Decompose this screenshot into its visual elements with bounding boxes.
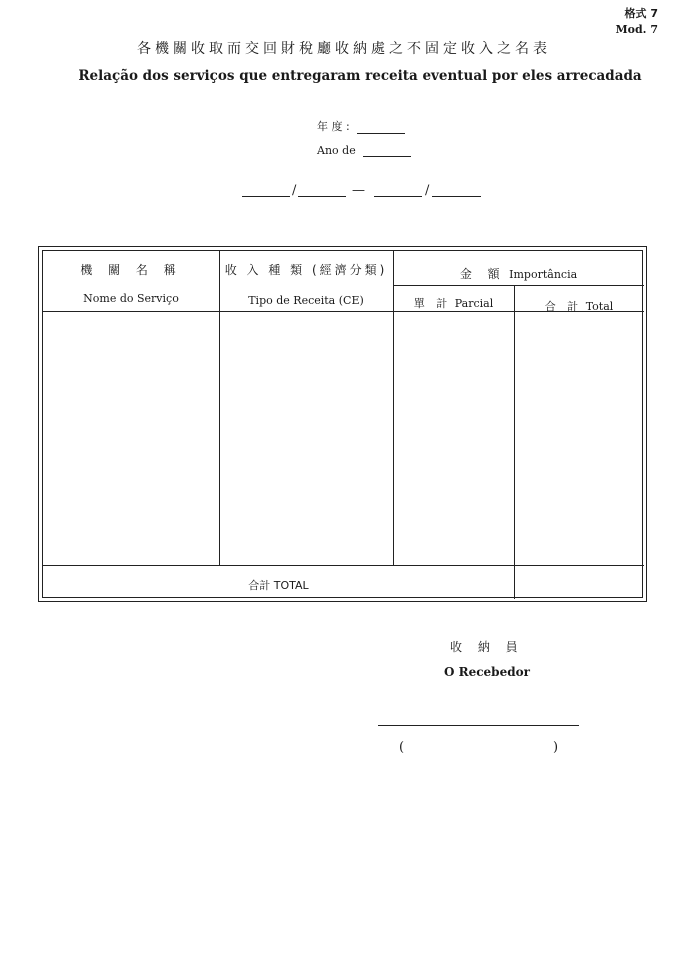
- format-label-zh: 格式 7: [624, 7, 658, 20]
- service-name-body[interactable]: [43, 312, 219, 565]
- col-revenue-type-zh: 收 入 種 類 (經濟分類): [224, 263, 388, 277]
- year-blank-pt[interactable]: [363, 145, 411, 157]
- date-to-month-blank[interactable]: [432, 196, 481, 197]
- col-service-name-pt: Nome do Serviço: [83, 292, 179, 305]
- format-label-pt: Mod. 7: [615, 23, 658, 36]
- name-paren-open: (: [399, 740, 405, 755]
- col-total-pt: Total: [585, 300, 614, 313]
- grand-total-value[interactable]: [515, 566, 644, 599]
- receiver-role-zh: 收 納 員: [450, 640, 524, 654]
- col-partial-zh: 單 計: [413, 297, 452, 310]
- col-total-zh: 合 計: [544, 300, 583, 313]
- col-amount-header: [393, 265, 644, 282]
- col-amount-zh: 金 額: [459, 267, 506, 281]
- year-field-pt: [317, 144, 411, 157]
- col-partial-pt: Parcial: [454, 297, 494, 310]
- partial-body[interactable]: [394, 312, 514, 565]
- date-from-month-blank[interactable]: [298, 196, 346, 197]
- year-label-pt: Ano de: [317, 144, 356, 157]
- date-from-separator: /: [292, 183, 297, 198]
- total-row-label: 合計 TOTAL: [248, 579, 309, 592]
- date-from-day-blank[interactable]: [242, 196, 290, 197]
- year-blank-zh[interactable]: [357, 122, 405, 134]
- year-field-zh: [317, 118, 405, 134]
- receiver-role-pt: O Recebedor: [444, 665, 530, 679]
- document-title-zh: 各機關收取而交回財稅廳收納處之不固定收入之名表: [137, 41, 551, 57]
- col-partial-header: [393, 295, 514, 311]
- col-service-name-zh: 機 關 名 稱: [80, 263, 182, 277]
- year-label-zh: 年 度 :: [317, 120, 350, 133]
- date-to-day-blank[interactable]: [374, 196, 422, 197]
- col-amount-pt: Importância: [509, 268, 578, 281]
- receipts-table: [38, 246, 647, 602]
- document-title-pt: Relação dos serviços que entregaram receita eventual por eles arrecadada: [78, 68, 642, 84]
- table-inner-frame: [42, 250, 643, 598]
- signature-line[interactable]: [378, 725, 579, 726]
- date-to-separator: /: [425, 183, 430, 198]
- total-body[interactable]: [515, 312, 644, 565]
- col-revenue-type-pt: Tipo de Receita (CE): [248, 294, 364, 307]
- name-paren-close: ): [553, 740, 559, 755]
- amount-sub-divider: [393, 285, 644, 286]
- date-range-dash: —: [352, 183, 365, 198]
- revenue-type-body[interactable]: [220, 312, 393, 565]
